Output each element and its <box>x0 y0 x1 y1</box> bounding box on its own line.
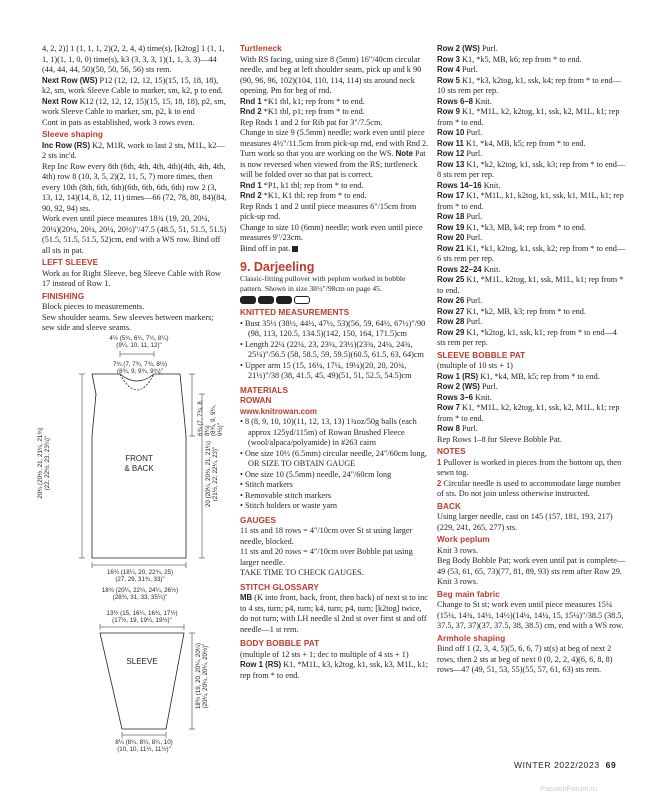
paragraph-text: Bind off in pat. <box>240 243 291 253</box>
row-label: Rows 6–8 <box>437 96 473 106</box>
row-text: Knit. <box>472 392 492 402</box>
subheading: Turtleneck <box>240 44 282 53</box>
pattern-row <box>437 191 627 212</box>
row-text: Knit. <box>481 264 501 274</box>
sleeve-schematic <box>42 611 227 761</box>
sleeve-label: SLEEVE <box>126 657 158 666</box>
paragraph: Block pieces to measurements. <box>42 302 145 311</box>
material-item: • One size 10½ (6.5mm) circular needle, 24"/60cm long, OR SIZE TO OBTAIN GAUGE <box>240 448 427 469</box>
skill-bar-icon <box>258 296 274 304</box>
bottom-width-measure: 18¾ (20¼, 22¼, 24¼, 26½) (28¾, 31, 33, 35¼)" <box>101 587 179 601</box>
pattern-row <box>437 44 627 55</box>
material-item: • Stitch markers <box>240 480 293 490</box>
row-label: Row 8 <box>437 424 460 433</box>
row-text: Knit. <box>481 180 501 190</box>
row-label: Row 3 <box>437 54 460 64</box>
note-label: Note <box>395 149 413 158</box>
paragraph: Work as for Right Sleeve, beg Sleeve Cable with Row 17 instead of Row 1. <box>42 268 221 288</box>
row-text: Purl. <box>459 424 478 433</box>
section-heading: SLEEVE BOBBLE PAT <box>437 350 526 360</box>
row-label: Next Row (WS) <box>42 75 98 85</box>
section-heading: FINISHING <box>42 291 85 301</box>
paragraph: Change to size 9 (5.5mm) needle; work even until piece measures 4½"/11.5cm from pick-up rnd, end with Rnd 2. <box>240 128 429 148</box>
row-text: Purl. <box>459 65 478 74</box>
section-heading: BACK <box>437 501 462 511</box>
pattern-row <box>437 149 627 160</box>
row-text: Purl. <box>464 149 483 158</box>
row-text: K1, *k5, MB, k6; rep from * to end. <box>459 54 582 64</box>
row-label: MB <box>240 593 253 603</box>
measurement-item: • Upper arm 15 (15, 16¼, 17¼, 19¼)(20, 20, 20¾, 21½)"/38 (38, 41.5, 45, 49)(51, 51, 52.5, 54.5)cm <box>240 360 412 381</box>
row-label: Row 28 <box>437 317 465 326</box>
row-text: *P1, k1 tbl; rep from * to end. <box>261 180 364 190</box>
subheading: Armhole shaping <box>437 633 506 643</box>
material-item: • Removable stitch markers <box>240 490 332 500</box>
pattern-row <box>437 107 627 128</box>
row-text: K1, *k3, MB, k4; rep from * to end. <box>464 222 586 232</box>
pattern-row <box>437 307 627 318</box>
paragraph: 4, 2, 2)] 1 (1, 1, 1, 2)(2, 2, 4, 4) time(s), [k2tog] 1 (1, 1, 1, 1)(1, 1, 0, 0) time(s), k3 (3, 3, 3, 1)(1, 1, 3, 3)—44 (44, 44, 44, 50)(50, 50, 56, 56) sts rem. <box>42 44 225 74</box>
side-length-measure: 20 (20¼, 20¾, 21, 21¼) (21½, 22, 22¼, 23)" <box>205 440 219 508</box>
brand-website-link[interactable]: www.knitrowan.com <box>240 406 318 416</box>
column-left <box>42 44 227 334</box>
measurement-item: • Length 22¼ (22¼, 23, 23¼, 23½)(23¾, 24¼, 24¾, 25¼)"/56.5 (58, 58.5, 59, 59.5)(60.5, 61.5, 63, 64)cm <box>240 339 424 360</box>
paragraph: Knit 3 rows. <box>437 577 479 586</box>
column-middle <box>240 44 430 681</box>
pattern-title: 9. Darjeeling <box>240 260 315 274</box>
row-text: K1, *M1L, k2, k2tog, k1, ssk, k2, M1L, k1; rep from * to end. <box>437 107 620 127</box>
row-text: K12 (12, 12, 12, 15)(15, 15, 18, 18), p2, sm, work Sleeve Cable to marker, sm, p2, k to end <box>42 96 226 116</box>
row-label: Row 19 <box>437 222 465 232</box>
row-text: K2, M1R, work to last 2 sts, M1L, k2—2 sts inc'd. <box>42 140 225 160</box>
row-text: K1, *k2tog, k1, ssk, k1; rep from * to end—4 sts rem per rep. <box>437 327 617 347</box>
paragraph: Cont in pats as established, work 3 rows even. <box>42 117 195 127</box>
label-front: FRONT <box>125 454 153 463</box>
pattern-row <box>437 296 627 307</box>
section-heading: GAUGES <box>240 515 277 525</box>
paragraph: Rep Inc Row every 8th (6th, 4th, 4th, 4th)(4th, 4th, 4th, 4th) row 8 (10, 3, 5, 2)(2, 11, 5, 7) more times, then every 10th (8th, 6th, 6th)(6th, 6th, 6th, 6th) row 2 (3, 13, 12, 14)(14, 8, 12, 11) times—66 (72, 78, 80, 84)(84, 90, 92, 94) sts. <box>42 161 227 213</box>
paragraph: Rep Rnds 1 and 2 until piece measures 6"/15cm from pick-up rnd. <box>240 201 417 221</box>
subheading: Sleeve shaping <box>42 130 104 139</box>
row-text: Purl. <box>464 296 483 305</box>
skill-bar-icon <box>276 296 292 304</box>
measurement-item: • Bust 35½ (38½, 44½, 47½, 53)(56, 59, 64½, 67½)"/90 (98, 113, 120.5, 134.5)(142, 150, 164, 171.5)cm <box>240 318 426 339</box>
row-text: *K1 tbl, k1; rep from * to end. <box>261 96 365 106</box>
paragraph: (multiple of 12 sts + 1; dec to multiple of 4 sts + 1) <box>240 649 409 659</box>
row-label: Row 10 <box>437 128 465 137</box>
paragraph: Sew shoulder seams. Sew sleeves between markers; sew side and sleeve seams. <box>42 312 214 332</box>
row-text: K1, *k2, MB, k3; rep from * to end. <box>464 306 586 316</box>
row-label: Row 1 (RS) <box>240 660 282 670</box>
skill-bar-icon <box>294 296 310 304</box>
brand-name: ROWAN <box>240 396 272 406</box>
label-back: & BACK <box>124 464 154 473</box>
body-bobble-rows <box>437 44 627 349</box>
front-back-label <box>110 454 168 474</box>
row-text: (K into front, back, front, then back) of next st to inc to 4 sts, turn; p4, turn; k4, turn; p4, turn; [k2tog] twice, do not turn; with LH needle sl 2nd st over first st and off needle—1 st rem. <box>240 593 428 634</box>
pattern-row <box>437 328 627 349</box>
material-item: • 8 (8, 9, 10, 10)(11, 12, 13, 13) 1¾oz/50g balls (each approx 125yd/115m) of Rowan Brushed Fleece (wool/alpaca/polyamide) in #263 cairn <box>240 417 417 448</box>
armhole-depth-measure: 6¾ (7, 7¾, 8, 8¼) (8¾, 9, 9¼, 9½)" <box>197 399 224 436</box>
note-text: Circular needle is used to accommodate large number of sts. Do not join unless otherwise instructed. <box>437 478 621 498</box>
row-label: Next Row <box>42 96 78 106</box>
paragraph: Using larger needle, cast on 145 (157, 181, 193, 217)(229, 241, 265, 277) sts. <box>437 512 613 532</box>
row-label: Rows 3–6 <box>437 392 473 402</box>
row-label: Row 26 <box>437 296 465 305</box>
row-text: Purl. <box>464 128 483 137</box>
pattern-row <box>437 65 627 76</box>
body-schematic <box>37 335 227 601</box>
row-label: Row 5 <box>437 75 460 85</box>
sleeve-bottom-measure: 8¼ (8¼, 8¼, 8¼, 10) (10, 10, 11½, 11½)" <box>115 739 173 753</box>
skill-bar-icon <box>240 296 256 304</box>
neck-width-measure: 4½ (5¾, 6¼, 7¼, 8¼) (9¼, 10, 11, 12)" <box>109 335 169 349</box>
skill-level-icon <box>240 296 430 304</box>
row-label: Row 18 <box>437 212 465 221</box>
row-text: *K1 tbl, p1; rep from * to end. <box>261 107 365 116</box>
row-text: P12 (12, 12, 12, 15)(15, 15, 18, 18), k2, sm, work Sleeve Cable to marker, sm, k2, p to end. <box>42 75 223 95</box>
hem-width-measure: 16¾ (18¼, 20, 22¾, 25) (27, 29, 31¾, 33)" <box>106 569 174 583</box>
sleeve-top-measure: 13½ (15, 16¼, 16¾, 17½) (17½, 19, 19¼, 19½)" <box>106 610 178 624</box>
row-label: Row 29 <box>437 327 465 337</box>
row-label: Row 12 <box>437 149 465 158</box>
paragraph-text: Pat is now reversed when viewed from the RS; turtleneck will be folded over so that pat is correct. <box>240 149 426 179</box>
pattern-description: Classic-fitting pullover with peplum worked in bobble pattern. Shown in size 38½"/98cm on page 45. <box>240 274 406 293</box>
row-text: Knit. <box>472 96 492 106</box>
column-right <box>437 44 627 676</box>
row-label: Row 25 <box>437 275 465 284</box>
row-label: Row 2 (WS) <box>437 44 480 53</box>
pattern-row <box>437 372 627 383</box>
pattern-row <box>437 160 627 181</box>
row-label: Row 13 <box>437 159 465 169</box>
pattern-row <box>437 223 627 234</box>
row-label: Row 21 <box>437 243 465 253</box>
pattern-row <box>437 139 627 150</box>
row-label: Rnd 2 <box>240 107 262 116</box>
pattern-row <box>437 212 627 223</box>
pattern-row <box>437 128 627 139</box>
row-label: Rnd 2 <box>240 191 262 200</box>
row-text: K1, *k4, MB, k5; rep from * to end. <box>463 138 586 148</box>
paragraph: Change to St st; work even until piece measures 15¼ (15¼, 14¾, 14½, 14½)(14¼, 14¼, 15, 15¼)"/38.5 (38.5, 37.5, 37, 37)(37, 37.5, 38, 38.5) cm, end with a WS row. <box>437 600 624 630</box>
pattern-row <box>437 233 627 244</box>
row-label: Row 7 <box>437 403 460 412</box>
paragraph-text: Turn work so that you are working on the WS. <box>240 149 396 158</box>
row-label: Row 27 <box>437 306 465 316</box>
paragraph: With RS facing, using size 8 (5mm) 16"/40cm circular needle, and beg at left shoulder seam, pick up and k 90 (90, 96, 96, 102)(104, 110, 114, 114) sts around neck opening. Pm for beg of rnd. <box>240 54 422 95</box>
pattern-row <box>437 403 627 424</box>
row-label: Inc Row (RS) <box>42 140 91 150</box>
row-text: K1, *k4, MB, k5; rep from * to end. <box>478 371 600 381</box>
row-text: K1, *M1L, k2tog, k1, ssk, M1L, k1; rep from * to end. <box>437 275 624 295</box>
section-heading: BODY BOBBLE PAT <box>240 639 320 649</box>
paragraph: Change to size 10 (6mm) needle; work even until piece measures 9"/23cm. <box>240 222 423 242</box>
row-label: Rnd 1 <box>240 180 262 190</box>
section-heading: MATERIALS <box>240 385 289 395</box>
section-heading: STITCH GLOSSARY <box>240 582 319 592</box>
pattern-row <box>437 424 627 435</box>
row-label: Row 2 (WS) <box>437 382 480 391</box>
pattern-row <box>437 97 627 108</box>
row-label: Row 9 <box>437 107 460 116</box>
subheading: Beg main fabric <box>437 589 500 599</box>
paragraph: (multiple of 10 sts + 1) <box>437 361 513 370</box>
pattern-row <box>437 317 627 328</box>
section-heading: KNITTED MEASUREMENTS <box>240 308 350 318</box>
row-label: Row 4 <box>437 65 460 74</box>
material-item: • Stitch holders or waste yarn <box>240 501 338 511</box>
pattern-row <box>437 382 627 393</box>
pattern-row <box>437 265 627 276</box>
row-text: *K1, K1 tbl; rep from * to end. <box>261 191 367 200</box>
row-text: Purl. <box>464 233 483 242</box>
page-footer <box>514 760 616 770</box>
page-number: 69 <box>605 760 617 770</box>
row-text: K1, *M1L, k1, k2tog, k1, ssk, k1, M1L, k1; rep from * to end. <box>437 191 624 211</box>
sleeve-bobble-rows <box>437 372 627 435</box>
section-heading: LEFT SLEEVE <box>42 258 99 267</box>
row-text: Purl. <box>464 212 483 221</box>
row-text: Purl. <box>479 382 498 391</box>
paragraph: Bind off 1 (2, 3, 4, 5)(5, 6, 6, 7) st(s) at beg of next 2 rows, then 2 sts at beg of next 0 (0, 2, 2, 4)(6, 6, 8, 8) rows—47 (49, 51, 53, 55)(55, 57, 61, 63) sts rem. <box>437 644 613 674</box>
end-square-icon <box>292 246 298 252</box>
pattern-row <box>437 55 627 66</box>
row-label: Rnd 1 <box>240 96 262 106</box>
note-number: 2 <box>437 478 442 488</box>
row-text: K1, *k1, k2tog, k1, ssk, k2; rep from * to end—6 sts rem per rep. <box>437 243 626 263</box>
paragraph: Beg Body Bobble Pat; work even until pat is complete—49 (53, 61, 65, 73)(77, 81, 89, 93) sts rem after Row 29. <box>437 556 626 576</box>
row-text: Purl. <box>464 317 483 326</box>
row-text: K1, *k3, k2tog, k1, ssk, k4; rep from * to end—10 sts rem per rep. <box>437 75 621 95</box>
neck-depth-measure: 7¾ (7, 7¾, 7¾, 8½) (8¾, 9, 9¾, 9¾)" <box>112 361 167 375</box>
row-label: Row 20 <box>437 233 465 242</box>
length-measure: 20¼ (20½, 21, 21¼, 21¾) (22, 22½, 23, 23¼)" <box>37 427 51 499</box>
pattern-row <box>437 393 627 404</box>
sleeve-length-measure: 18¾ (19, 20, 20¼, 20¼) (20¼, 20¼, 20¼, 20½)" <box>195 642 209 710</box>
row-label: Rows 22–24 <box>437 264 482 274</box>
paragraph: Rep Rnds 1 and 2 for Rib pat for 3"/7.5cm. <box>240 117 383 127</box>
row-text: K1, *M1L, k2, k2tog, k1, ssk, k2, M1L, k1; rep from * to end. <box>437 403 620 423</box>
paragraph: Rep Rows 1–8 for Sleeve Bobble Pat. <box>437 434 562 444</box>
row-text: K1, *M1L, k3, k2tog, k1, ssk, k3, M1L, k1; rep from * to end. <box>240 660 429 680</box>
paragraph: 11 sts and 20 rows = 4"/10cm over Bobble pat using larger needle. <box>240 547 413 567</box>
pattern-row <box>437 244 627 265</box>
row-text: K1, *k2, k2tog, k1, ssk, k3; rep from * to end—8 sts rem per rep. <box>437 159 626 179</box>
subheading: Work peplum <box>437 535 490 544</box>
paragraph: TAKE TIME TO CHECK GAUGES. <box>240 568 364 578</box>
note-number: 1 <box>437 457 442 467</box>
row-label: Rows 14–16 <box>437 180 482 190</box>
pattern-row <box>437 181 627 192</box>
watermark: PassionForum.ru <box>540 784 598 793</box>
paragraph: 11 sts and 18 rows = 4"/10cm over St st using larger needle, blocked. <box>240 526 413 546</box>
note-text: Pullover is worked in pieces from the bottom up, then sewn tog. <box>437 457 622 477</box>
issue-label: WINTER 2022/2023 <box>514 760 600 770</box>
pattern-row <box>437 275 627 296</box>
paragraph: Work even until piece measures 18¾ (19, 20, 20¼, 20¼)(20¼, 20¼, 20¼, 20½)"/47.5 (48.5, 51, 51.5, 51.5)(51.5, 51.5, 51.5, 52)cm, end with a WS row. Bind off all sts in pat. <box>42 214 227 255</box>
row-label: Row 1 (RS) <box>437 371 479 381</box>
paragraph: Knit 3 rows. <box>437 545 479 555</box>
row-text: Purl. <box>479 44 498 53</box>
section-heading: NOTES <box>437 447 466 456</box>
row-label: Row 11 <box>437 138 464 148</box>
material-item: • One size 10 (5.5mm) needle, 24"/60cm long <box>240 469 392 479</box>
pattern-row <box>437 76 627 97</box>
row-label: Row 17 <box>437 191 465 200</box>
